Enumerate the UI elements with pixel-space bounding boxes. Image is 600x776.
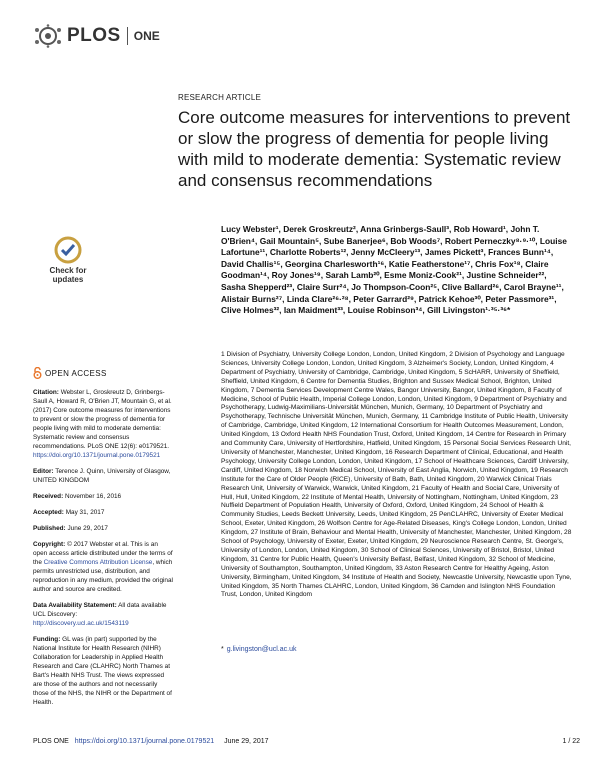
check-updates-icon [45, 236, 91, 266]
editor-block [33, 467, 173, 485]
logo-journal: ONE [133, 29, 160, 43]
funding-block [33, 635, 173, 707]
data-availability-block [33, 601, 173, 628]
footer-journal: PLOS ONE [33, 738, 69, 745]
accepted-block [33, 508, 173, 517]
published-label: Published: [33, 525, 66, 532]
author-list: Lucy Webster¹, Derek Groskreutz², Anna Grinbergs-Saull³, Rob Howard¹, John T. O'Brien⁴, Gail Mountain⁵, Sube Banerjee⁶, Bob Woods⁷, Robert Perneczky⁸·⁹·¹⁰, Louise Lafortune¹¹, Charlotte Roberts¹², Jenny McCleery¹³, James Pickett³, Frances Bunn¹⁴, David Challis¹⁵, Georgina Charlesworth¹⁶, Katie Featherstone¹⁷, Chris Fox¹⁸, Claire Goodman¹⁴, Roy Jones¹⁹, Sarah Lamb²⁰, Esme Moniz-Cook²¹, Justine Schneider²², Sasha Shepperd²³, Claire Surr²⁴, Jo Thompson-Coon²⁵, Clive Ballard²⁶, Carol Brayne¹¹, Alistair Burns²⁷, Linda Clare²⁶·²⁸, Peter Garrard²⁹, Patrick Kehoe³⁰, Peter Passmore³¹, Clive Holmes³², Ian Maidment³³, Louise Robinson³⁴, Gill Livingston¹·³⁵·³⁶* [221, 224, 567, 316]
logo-divider [127, 27, 128, 45]
footer-left [33, 738, 269, 745]
funding-text: GL was (in part) supported by the National Institute for Health Research (NIHR) Collaboration for Leadership in Applied Health Research and Care (CLAHRC) North Thames at Bart's Health NHS Trust. The views expressed are those of the authors and not necessarily those of the NHS, the NIHR or the Department of Health. [33, 636, 172, 706]
data-availability-link[interactable]: http://discovery.ucl.ac.uk/1543119 [33, 620, 129, 627]
copyright-text-2: , which permits unrestricted use, distribution, and reproduction in any medium, provided the original author and source are credited. [33, 559, 173, 593]
funding-label: Funding: [33, 636, 61, 643]
editor-text: Terence J. Quinn, University of Glasgow, UNITED KINGDOM [33, 468, 171, 484]
check-updates-line2: updates [52, 275, 84, 284]
accepted-label: Accepted: [33, 509, 64, 516]
open-access-badge [33, 367, 173, 379]
citation-text: Webster L, Groskreutz D, Grinbergs-Saull A, Howard R, O'Brien JT, Mountain G, et al. (2017) Core outcome measures for interventions to prevent or slow the progress of dementia for people living with mild to moderate dementia: Systematic review and consensus recommendations. PLoS ONE 12(6): e0179521. [33, 389, 172, 450]
article-title: Core outcome measures for interventions to prevent or slow the progress of dementia for people living with mild to moderate dementia: Systematic review and consensus recommendations [178, 108, 571, 190]
received-label: Received: [33, 493, 64, 500]
accepted-date: May 31, 2017 [65, 509, 105, 516]
data-availability-text: All data available UCL Discovery: [33, 602, 167, 618]
copyright-block [33, 540, 173, 594]
published-block [33, 524, 173, 533]
article-type: RESEARCH ARTICLE [178, 93, 262, 102]
received-date: November 16, 2016 [64, 493, 122, 500]
open-lock-icon [33, 367, 42, 379]
citation-label: Citation: [33, 389, 59, 396]
data-availability-label: Data Availability Statement: [33, 602, 117, 609]
published-date: June 29, 2017 [67, 525, 108, 532]
email-link[interactable]: g.livingston@ucl.ac.uk [226, 646, 297, 653]
page-footer [33, 738, 580, 745]
article-sidebar [33, 367, 173, 714]
copyright-label: Copyright: [33, 541, 66, 548]
received-block [33, 492, 173, 501]
affiliations: 1 Division of Psychiatry, University College London, London, United Kingdom, 2 Division of Psychology and Language Sciences, University College London, London, United Kingdom, 3 Alzheimer's Society, London, United Kingdom, 4 Department of Psychiatry, University of Cambridge, Cambridge, United Kingdom, 5 ScHARR, University of Sheffield, Sheffield, United Kingdom, 6 Centre for Dementia Studies, Brighton and Sussex Medical School, Brighton, United Kingdom, 7 Dementia Services Development Centre Wales, Bangor University, Bangor, United Kingdom, 8 Faculty of Medicine, School of Public Health, Imperial College London, London, United Kingdom, 9 Department of Psychiatry and Psychotherapy, Ludwig-Maximilians-Universität München, Munich, Germany, 10 Department of Psychiatry and Psychotherapy, Technische Universität München, Munich, Germany, 11 Cambridge Institute of Public Health, University of Cambridge, Cambridge, United Kingdom, 12 International Consortium for Health Outcomes Measurement, London, United Kingdom, 13 Oxford Health NHS Foundation Trust, Oxford, United Kingdom, 14 Centre for Research in Primary and Community Care, University of Hertfordshire, Hatfield, United Kingdom, 15 Personal Social Services Research Unit, University of Manchester, Manchester, United Kingdom, 16 Research Department of Clinical, Educational, and Health Psychology, University College London, London, United Kingdom, 17 School of Healthcare Sciences, Cardiff University, Cardiff, United Kingdom, 18 Norwich Medical School, University of East Anglia, Norwich, United Kingdom, 19 Research Institute for the Care of Older People (RICE), University of Bath, Bath, United Kingdom, 20 Warwick Clinical Trials Research Unit, University of Warwick, Warwick, United Kingdom, 21 Faculty of Health and Social Care, University of Hull, Hull, United Kingdom, 22 Institute of Mental Health, University of Nottingham, Nottingham, United Kingdom, 23 Nuffield Department of Population Health, University of Oxford, Oxford, United Kingdom, 24 School of Health & Community Studies, Leeds Beckett University, Leeds, United Kingdom, 25 PenCLAHRC, University of Exeter Medical School, Exeter, United Kingdom, 26 Wolfson Centre for Age-Related Diseases, King's College London, London, United Kingdom, 27 Institute of Brain, Behaviour and Mental Health, University of Manchester, Manchester, United Kingdom, 28 School of Psychology, University of Exeter, Exeter, United Kingdom, 29 Neuroscience Research Centre, St. George's, University of London, London, United Kingdom, 30 School of Clinical Sciences, University of Bristol, Bristol, United Kingdom, 31 Centre for Public Health, Queen's University Belfast, Belfast, United Kingdom, 32 School of Medicine, University of Southampton, Southampton, United Kingdom, 33 Aston Research Centre for Healthy Ageing, Aston University, Birmingham, United Kingdom, 34 Institute of Health and Society, Newcastle University, Newcastle upon Tyne, United Kingdom, 35 North Thames CLAHRC, London, United Kingdom, 36 Camden and Islington NHS Foundation Trust, London, United Kingdom [221, 351, 572, 599]
page-number: 1 / 22 [562, 738, 580, 745]
citation-doi-link[interactable]: https://doi.org/10.1371/journal.pone.0179521 [33, 452, 161, 459]
plos-one-logo [33, 24, 160, 48]
open-access-label: OPEN ACCESS [45, 368, 107, 378]
check-for-updates-badge[interactable] [45, 236, 91, 296]
footer-doi-link[interactable]: https://doi.org/10.1371/journal.pone.0179521 [74, 738, 215, 745]
check-updates-line1: Check for [49, 266, 87, 275]
plos-logo-icon [33, 24, 63, 48]
corresponding-email[interactable] [221, 646, 297, 653]
license-link[interactable]: Creative Commons Attribution License [43, 559, 153, 566]
asterisk: * [221, 646, 224, 653]
editor-label: Editor: [33, 468, 54, 475]
footer-date: June 29, 2017 [224, 738, 269, 745]
copyright-text-1: © 2017 Webster et al. This is an open access article distributed under the terms of the [33, 541, 173, 566]
citation-block [33, 388, 173, 460]
logo-brand: PLOS [67, 25, 121, 46]
